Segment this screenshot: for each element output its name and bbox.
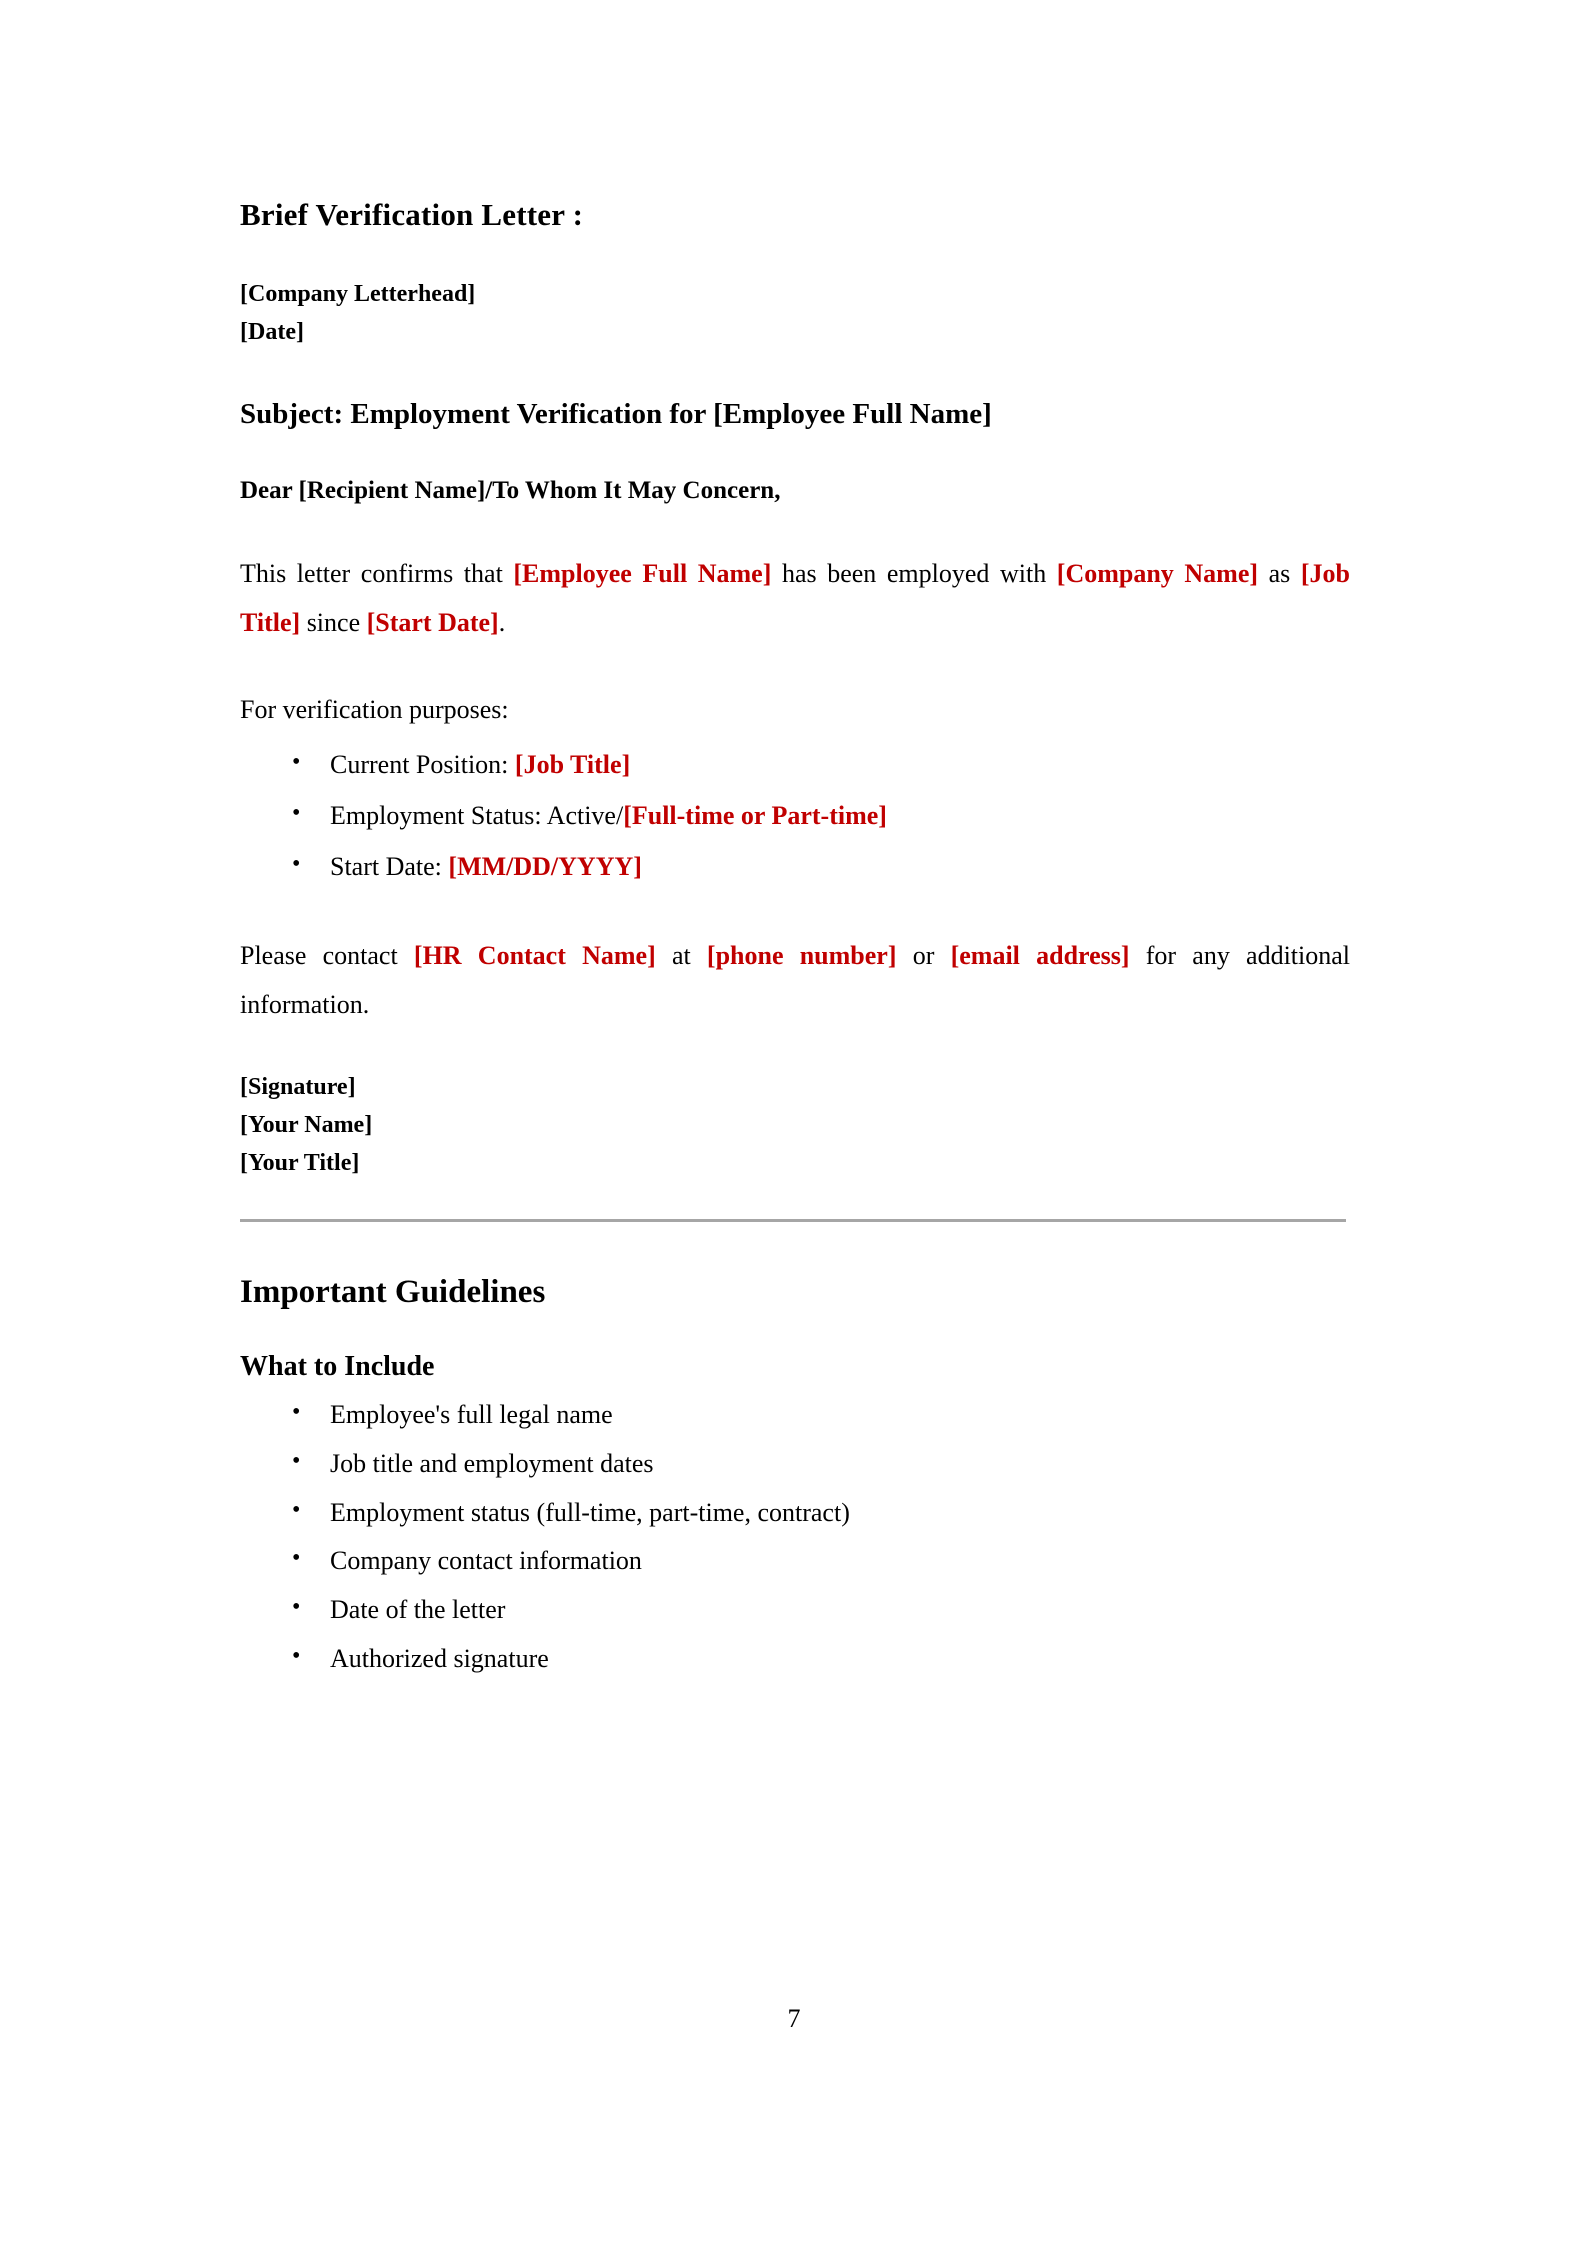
page-title: Brief Verification Letter : bbox=[240, 197, 584, 232]
contact-paragraph bbox=[240, 932, 1350, 1030]
verification-item-label: Current Position: bbox=[330, 750, 515, 780]
spacer bbox=[240, 352, 1350, 396]
spacer bbox=[240, 1183, 1350, 1219]
spacer bbox=[240, 1384, 1350, 1396]
placeholder-hr-contact-name: [HR Contact Name] bbox=[413, 941, 656, 971]
placeholder-job-title: [Job Title] bbox=[514, 750, 631, 780]
spacer bbox=[240, 235, 1350, 276]
contact-text-3: or bbox=[896, 941, 951, 971]
contact-text-1: Please contact bbox=[240, 941, 414, 971]
spacer bbox=[240, 898, 1350, 932]
guidelines-heading: Important Guidelines bbox=[240, 1273, 546, 1310]
spacer bbox=[240, 648, 1350, 686]
list-item: • Company contact information bbox=[240, 1542, 1350, 1580]
spacer bbox=[240, 734, 1350, 746]
placeholder-phone-number: [phone number] bbox=[706, 941, 897, 971]
list-item: • Job title and employment dates bbox=[240, 1445, 1350, 1483]
list-item: • Date of the letter bbox=[240, 1591, 1350, 1629]
placeholder-employee-full-name: [Employee Full Name] bbox=[513, 558, 772, 588]
spacer bbox=[240, 508, 1350, 550]
your-title-placeholder: [Your Title] bbox=[240, 1150, 360, 1176]
signature-placeholder: [Signature] bbox=[240, 1074, 356, 1101]
list-item bbox=[240, 746, 1350, 784]
what-to-include-list bbox=[240, 1396, 1350, 1677]
verification-list bbox=[240, 746, 1350, 885]
placeholder-job-title: [Job Title] bbox=[240, 558, 1350, 637]
verification-item-label: Employment Status: Active/ bbox=[330, 801, 624, 831]
spacer bbox=[240, 1313, 1350, 1349]
company-letterhead-placeholder: [Company Letterhead] bbox=[240, 280, 476, 307]
your-name-placeholder: [Your Name] bbox=[240, 1112, 373, 1139]
placeholder-company-name: [Company Name] bbox=[1056, 558, 1259, 588]
confirm-text-3: as bbox=[1258, 558, 1301, 588]
subject-line: Subject: Employment Verification for [Employee Full Name] bbox=[240, 397, 992, 430]
contact-text-2: at bbox=[655, 941, 707, 971]
list-item bbox=[240, 848, 1350, 886]
confirm-text-1: This letter confirms that bbox=[240, 558, 514, 588]
list-item: • Authorized signature bbox=[240, 1640, 1350, 1678]
verification-intro: For verification purposes: bbox=[240, 694, 509, 724]
confirm-text-4: since bbox=[300, 607, 367, 637]
spacer bbox=[240, 1030, 1350, 1069]
placeholder-start-date: [Start Date] bbox=[366, 607, 499, 637]
placeholder-start-date-format: [MM/DD/YYYY] bbox=[448, 851, 642, 881]
contact-text-4: for any additional information. bbox=[240, 941, 1351, 1020]
spacer bbox=[240, 433, 1350, 475]
confirmation-paragraph bbox=[240, 550, 1350, 648]
verification-item-label: Start Date: bbox=[330, 851, 449, 881]
what-to-include-subheading: What to Include bbox=[240, 1351, 435, 1383]
confirm-text-5: . bbox=[498, 607, 506, 637]
list-item bbox=[240, 797, 1350, 835]
date-placeholder: [Date] bbox=[240, 318, 304, 345]
spacer bbox=[240, 1222, 1350, 1272]
list-item: • Employee's full legal name bbox=[240, 1396, 1350, 1434]
placeholder-email-address: [email address] bbox=[950, 941, 1130, 971]
page-content bbox=[240, 0, 1350, 1688]
confirm-text-2: has been employed with bbox=[771, 558, 1057, 588]
placeholder-employment-type: [Full-time or Part-time] bbox=[623, 801, 887, 831]
list-item: • Employment status (full-time, part-time, contract) bbox=[240, 1494, 1350, 1532]
page-number: 7 bbox=[787, 2004, 801, 2033]
salutation-line: Dear [Recipient Name]/To Whom It May Concern, bbox=[240, 477, 781, 505]
